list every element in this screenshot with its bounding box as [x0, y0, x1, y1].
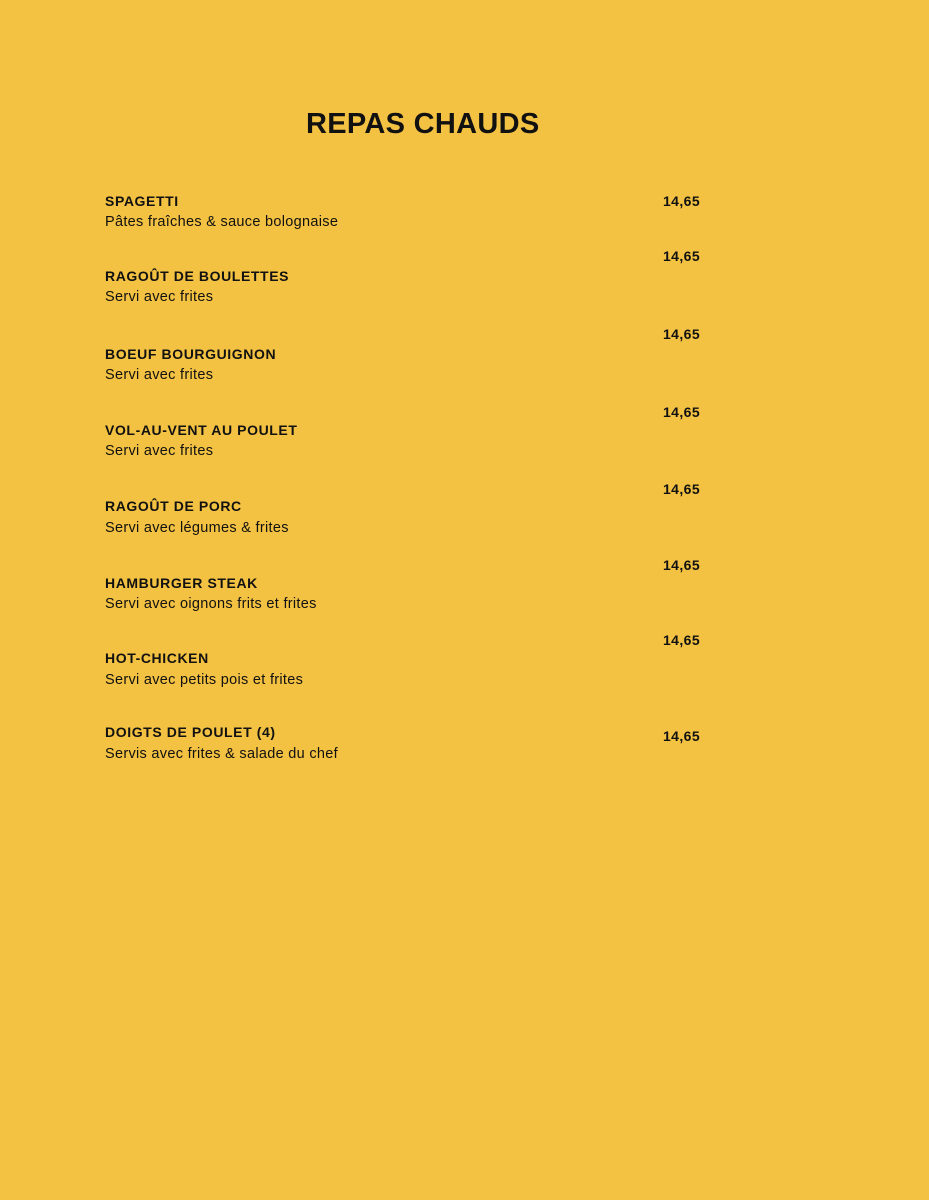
menu-item-price: 14,65	[663, 326, 701, 342]
menu-item-price: 14,65	[663, 193, 701, 209]
menu-item-price: 14,65	[663, 248, 701, 264]
menu-item-price: 14,65	[663, 632, 701, 648]
menu-item-name: HAMBURGER STEAK	[105, 575, 258, 591]
menu-item-name: SPAGETTI	[105, 193, 179, 209]
menu-item-description: Pâtes fraîches & sauce bolognaise	[105, 214, 339, 230]
menu-item-description: Servis avec frites & salade du chef	[105, 746, 338, 762]
menu-item-name: HOT-CHICKEN	[105, 650, 209, 666]
menu-item-name: VOL-AU-VENT AU POULET	[105, 422, 298, 438]
menu-item-description: Servi avec petits pois et frites	[105, 672, 304, 688]
menu-item-name: DOIGTS DE POULET (4)	[105, 724, 276, 740]
menu-item-description: Servi avec légumes & frites	[105, 520, 289, 536]
menu-item-name: RAGOÛT DE PORC	[105, 498, 242, 514]
menu-item-description: Servi avec frites	[105, 443, 214, 459]
menu-item-description: Servi avec frites	[105, 367, 214, 383]
page-title: REPAS CHAUDS	[306, 108, 540, 140]
menu-item-name: BOEUF BOURGUIGNON	[105, 346, 277, 362]
menu-item-price: 14,65	[663, 404, 701, 420]
menu-item-description: Servi avec oignons frits et frites	[105, 596, 317, 612]
menu-item-price: 14,65	[663, 728, 701, 744]
menu-item-name: RAGOÛT DE BOULETTES	[105, 268, 290, 284]
menu-item-price: 14,65	[663, 557, 701, 573]
menu-item-price: 14,65	[663, 481, 701, 497]
menu-item-description: Servi avec frites	[105, 289, 214, 305]
